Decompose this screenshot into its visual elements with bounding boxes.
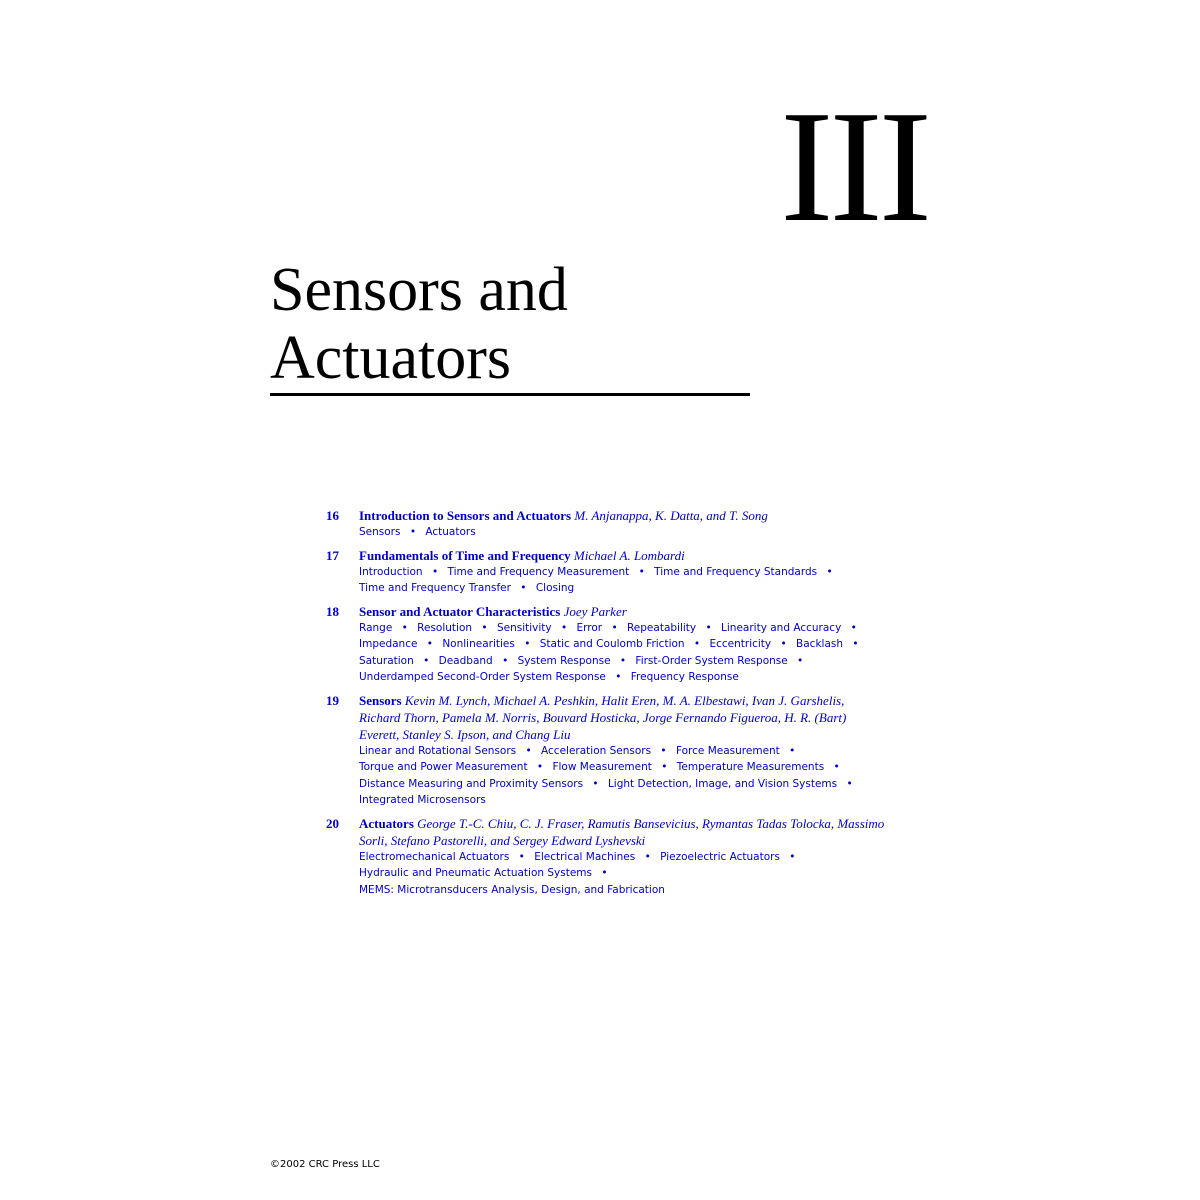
topic-separator: • — [619, 654, 627, 667]
topic-link[interactable]: Torque and Power Measurement — [359, 761, 528, 773]
topic-link[interactable]: System Response — [517, 654, 611, 667]
chapter-number: 18 — [326, 603, 339, 619]
topic-separator: • — [401, 621, 408, 634]
topic-link[interactable]: Underdamped Second-Order System Response — [359, 671, 606, 683]
copyright-notice: ©2002 CRC Press LLC — [270, 1159, 380, 1170]
topic-link[interactable]: Saturation — [359, 654, 414, 667]
topic-link[interactable]: Eccentricity — [709, 638, 772, 650]
topic-separator: • — [846, 777, 853, 790]
topic-separator: • — [780, 638, 787, 650]
topic-separator: • — [644, 850, 651, 863]
topic-link[interactable]: Integrated Microsensors — [359, 794, 486, 806]
topic-separator: • — [850, 621, 857, 634]
topic-separator: • — [660, 744, 667, 757]
topic-separator: • — [826, 565, 833, 578]
topic-separator: • — [426, 638, 433, 650]
topic-link[interactable]: Introduction — [359, 565, 423, 578]
topic-separator: • — [520, 582, 527, 594]
topic-separator: • — [852, 638, 859, 650]
topic-link[interactable]: Piezoelectric Actuators — [660, 850, 780, 863]
chapter-title-link[interactable]: Fundamentals of Time and Frequency — [359, 547, 571, 563]
toc-entry-20[interactable] — [326, 815, 886, 899]
topic-link[interactable]: Backlash — [796, 638, 843, 650]
topic-separator: • — [423, 654, 430, 667]
chapter-authors: M. Anjanappa, K. Datta, and T. Song — [574, 508, 768, 523]
topic-separator: • — [525, 744, 532, 757]
topic-link[interactable]: MEMS: Microtransducers Analysis, Design, and Fabrication — [359, 883, 665, 896]
topic-link[interactable]: Resolution — [417, 621, 473, 634]
topic-separator: • — [601, 867, 608, 879]
topic-link[interactable]: Linearity and Accuracy — [721, 621, 842, 634]
topic-link[interactable]: Frequency Response — [630, 671, 739, 683]
toc-entry-18[interactable] — [326, 603, 886, 686]
topic-link[interactable]: Nonlinearities — [442, 638, 515, 650]
chapter-number: 19 — [326, 692, 339, 708]
topic-separator: • — [797, 654, 804, 667]
chapter-title-link[interactable]: Sensor and Actuator Characteristics — [359, 603, 561, 619]
chapter-topics — [359, 524, 886, 541]
chapter-number: 20 — [326, 815, 339, 831]
chapter-authors: Kevin M. Lynch, Michael A. Peshkin, Halit Eren, M. A. Elbestawi, Ivan J. Garshelis, Richard Thorn, Pamela M. Norris, Bouvard Hosticka, Jorge Fernando Figueroa, H. R. (Bart) Everett, Stanley S. Ipson, and Chang Liu — [359, 692, 847, 742]
topic-separator: • — [536, 761, 544, 773]
chapter-number: 16 — [326, 508, 339, 523]
topic-link[interactable]: Force Measurement — [675, 744, 780, 757]
topic-separator: • — [615, 671, 622, 683]
title-divider — [270, 393, 750, 396]
topic-separator: • — [592, 777, 599, 790]
topic-link[interactable]: Error — [576, 621, 603, 634]
part-title: Sensors and Actuators — [270, 256, 568, 392]
topic-link[interactable]: Repeatability — [626, 621, 697, 634]
toc-entry-16[interactable] — [326, 507, 886, 541]
toc-entry-19[interactable] — [326, 692, 886, 809]
chapter-topics — [359, 849, 886, 899]
topic-link[interactable]: Electromechanical Actuators — [359, 850, 510, 863]
topic-separator: • — [560, 621, 568, 634]
topic-link[interactable]: Deadband — [438, 654, 493, 667]
topic-separator: • — [502, 654, 509, 667]
topic-link[interactable]: Time and Frequency Standards — [654, 565, 818, 578]
toc-entry-17[interactable] — [326, 547, 886, 597]
chapter-authors: Michael A. Lombardi — [573, 547, 685, 563]
chapter-number: 17 — [326, 547, 339, 563]
topic-link[interactable]: Linear and Rotational Sensors — [359, 744, 517, 757]
topic-link[interactable]: Closing — [535, 582, 575, 594]
topic-link[interactable]: Electrical Machines — [534, 850, 636, 863]
topic-separator: • — [518, 850, 525, 863]
topic-link[interactable]: Time and Frequency Measurement — [447, 565, 630, 578]
topic-separator: • — [409, 526, 417, 538]
topic-separator: • — [638, 565, 645, 578]
topic-link[interactable]: Time and Frequency Transfer — [359, 582, 511, 594]
topic-separator: • — [524, 638, 531, 650]
topic-link[interactable]: Actuators — [425, 526, 476, 538]
chapter-title-link[interactable]: Sensors — [359, 692, 402, 708]
topic-link[interactable]: Sensors — [359, 526, 401, 538]
chapter-authors: Joey Parker — [563, 603, 627, 619]
chapter-topics — [359, 620, 886, 686]
topic-separator: • — [611, 621, 618, 634]
topic-separator: • — [705, 621, 712, 634]
chapter-title-link[interactable]: Introduction to Sensors and Actuators — [359, 508, 572, 523]
topic-link[interactable]: Static and Coulomb Friction — [539, 638, 685, 650]
topic-link[interactable]: Sensitivity — [496, 621, 552, 634]
topic-link[interactable]: Distance Measuring and Proximity Sensors — [359, 777, 584, 790]
topic-link[interactable]: Flow Measurement — [552, 761, 652, 773]
topic-link[interactable]: Acceleration Sensors — [541, 744, 652, 757]
topic-separator: • — [833, 761, 840, 773]
topic-link[interactable]: Temperature Measurements — [676, 761, 825, 773]
topic-link[interactable]: Light Detection, Image, and Vision Systems — [607, 777, 838, 790]
table-of-contents — [326, 507, 886, 904]
topic-link[interactable]: Hydraulic and Pneumatic Actuation Systems — [359, 867, 592, 879]
chapter-topics — [359, 564, 886, 597]
topic-link[interactable]: First-Order System Response — [635, 654, 788, 667]
topic-separator: • — [693, 638, 701, 650]
topic-separator: • — [661, 761, 668, 773]
topic-separator: • — [789, 850, 796, 863]
topic-separator: • — [431, 565, 439, 578]
chapter-authors: George T.-C. Chiu, C. J. Fraser, Ramutis Bansevicius, Rymantas Tadas Tolocka, Massimo Sorli, Stefano Pastorelli, and Sergey Edward Lyshevski — [359, 815, 885, 848]
topic-separator: • — [481, 621, 488, 634]
chapter-topics — [359, 743, 886, 809]
part-number: III — [780, 77, 928, 255]
topic-link[interactable]: Impedance — [359, 638, 418, 650]
topic-separator: • — [789, 744, 796, 757]
chapter-title-link[interactable]: Actuators — [359, 815, 414, 831]
topic-link[interactable]: Range — [359, 621, 393, 634]
